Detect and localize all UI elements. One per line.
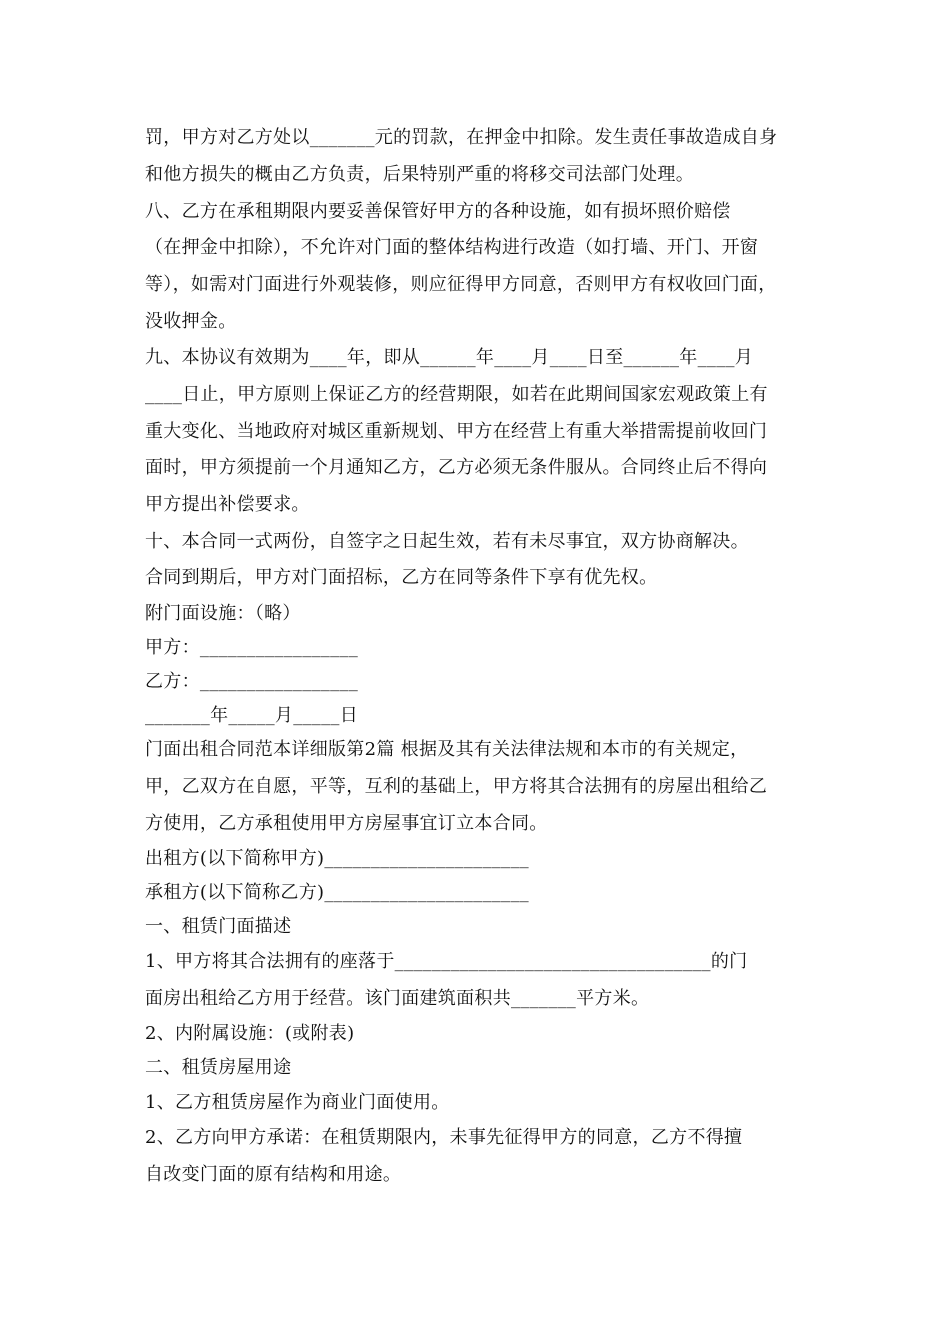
section-heading: 二、租赁房屋用途 [145, 1057, 292, 1078]
text-line: 承租方(以下简称乙方)______________________ [145, 882, 529, 903]
text-line: 2、内附属设施：(或附表) [145, 1023, 355, 1044]
text-line: （在押金中扣除），不允许对门面的整体结构进行改造（如打墙、开门、开窗 [145, 237, 759, 258]
text-line: 1、甲方将其合法拥有的座落于__________________________________的门 [145, 951, 748, 972]
text-line: 2、乙方向甲方承诺：在租赁期限内，未事先征得甲方的同意，乙方不得擅 [145, 1127, 743, 1148]
text-line: 1、乙方租赁房屋作为商业门面使用。 [145, 1092, 450, 1113]
text-line: 九、本协议有效期为____年，即从______年____月____日至______年____月 [145, 347, 754, 368]
text-line: 方使用，乙方承租使用甲方房屋事宜订立本合同。 [145, 813, 548, 834]
text-line: 八、乙方在承租期限内要妥善保管好甲方的各种设施，如有损坏照价赔偿 [145, 201, 731, 222]
signature-line-party-b: 乙方：_________________ [145, 671, 358, 692]
text-line: 甲方提出补偿要求。 [145, 494, 310, 515]
text-line: 自改变门面的原有结构和用途。 [145, 1164, 402, 1185]
text-line: 等），如需对门面进行外观装修，则应征得甲方同意，否则甲方有权收回门面， [145, 274, 777, 295]
text-line: ____日止，甲方原则上保证乙方的经营期限，如若在此期间国家宏观政策上有 [145, 384, 768, 405]
text-line: 重大变化、当地政府对城区重新规划、甲方在经营上有重大举措需提前收回门 [145, 421, 768, 442]
text-line: 和他方损失的概由乙方负责，后果特别严重的将移交司法部门处理。 [145, 164, 694, 185]
text-line: 合同到期后，甲方对门面招标，乙方在同等条件下享有优先权。 [145, 567, 658, 588]
text-line: 十、本合同一式两份，自签字之日起生效，若有未尽事宜，双方协商解决。 [145, 531, 749, 552]
text-line: 面时，甲方须提前一个月通知乙方，乙方必须无条件服从。合同终止后不得向 [145, 457, 768, 478]
text-line: 出租方(以下简称甲方)______________________ [145, 848, 529, 869]
text-line: 面房出租给乙方用于经营。该门面建筑面积共_______平方米。 [145, 988, 650, 1009]
text-line: 罚，甲方对乙方处以_______元的罚款，在押金中扣除。发生责任事故造成自身 [145, 127, 778, 148]
date-line: _______年_____月_____日 [145, 705, 358, 726]
section-heading: 一、租赁门面描述 [145, 916, 292, 937]
text-line: 门面出租合同范本详细版第2篇 根据及其有关法律法规和本市的有关规定， [145, 739, 749, 760]
text-line: 没收押金。 [145, 311, 237, 332]
text-line: 附门面设施：（略） [145, 603, 301, 624]
text-line: 甲，乙双方在自愿，平等，互利的基础上，甲方将其合法拥有的房屋出租给乙 [145, 776, 768, 797]
signature-line-party-a: 甲方：_________________ [145, 637, 358, 658]
